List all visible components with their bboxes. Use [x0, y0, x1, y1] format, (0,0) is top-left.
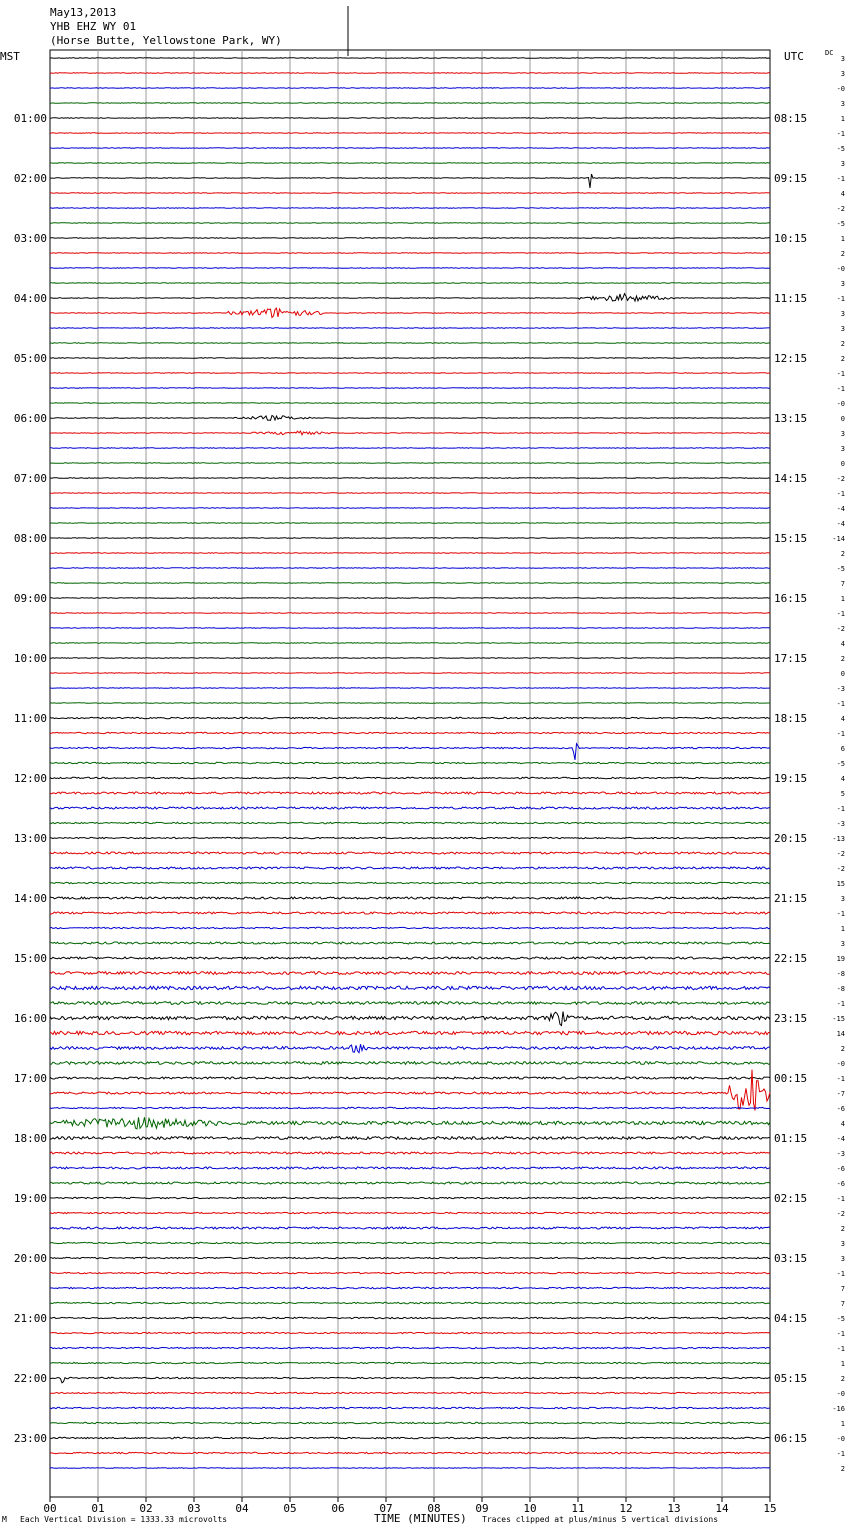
- trace-64: [50, 1012, 770, 1026]
- trace-65: [50, 1031, 770, 1034]
- trace-57: [50, 912, 770, 914]
- trace-38: [50, 628, 770, 629]
- utc-hour-label: 22:15: [774, 952, 808, 965]
- utc-hour-label: 02:15: [774, 1192, 808, 1205]
- trace-44: [50, 717, 770, 718]
- trace-41: [50, 673, 770, 674]
- dc-offset-label: -4: [836, 505, 845, 513]
- trace-46: [50, 744, 770, 760]
- dc-offset-label: 2: [840, 340, 845, 348]
- trace-8: [50, 174, 770, 188]
- x-tick-label: 15: [763, 1502, 777, 1515]
- dc-offset-label: 3: [840, 100, 845, 108]
- trace-54: [50, 867, 770, 869]
- trace-21: [50, 373, 770, 374]
- mst-hour-label: 10:00: [13, 652, 47, 665]
- trace-78: [50, 1227, 770, 1229]
- dc-offset-label: -0: [836, 400, 845, 408]
- dc-offset-label: 3: [840, 55, 845, 63]
- trace-22: [50, 388, 770, 389]
- trace-93: [50, 1452, 770, 1453]
- dc-offset-label: 3: [840, 325, 845, 333]
- dc-offset-label: -1: [836, 490, 845, 498]
- trace-48: [50, 777, 770, 778]
- trace-69: [50, 1070, 770, 1111]
- utc-hour-label: 18:15: [774, 712, 808, 725]
- header-station: YHB EHZ WY 01: [50, 20, 137, 33]
- utc-hour-label: 21:15: [774, 892, 808, 905]
- footer-clip: Traces clipped at plus/minus 5 vertical divisions: [482, 1515, 719, 1524]
- dc-offset-label: -1: [836, 1195, 845, 1203]
- mst-hour-label: 12:00: [13, 772, 47, 785]
- trace-47: [50, 762, 770, 763]
- dc-offset-label: 3: [840, 70, 845, 78]
- trace-2: [50, 88, 770, 89]
- x-tick-label: 14: [715, 1502, 729, 1515]
- dc-offset-label: -5: [836, 565, 845, 573]
- dc-offset-label: -3: [836, 820, 845, 828]
- trace-75: [50, 1182, 770, 1184]
- x-tick-label: 12: [619, 1502, 633, 1515]
- dc-offset-label: -1: [836, 910, 845, 918]
- trace-7: [50, 163, 770, 164]
- dc-offset-label: -15: [832, 1015, 845, 1023]
- trace-0: [50, 58, 770, 59]
- trace-15: [50, 283, 770, 284]
- trace-87: [50, 1362, 770, 1363]
- dc-offset-label: 3: [840, 310, 845, 318]
- dc-offset-label: -2: [836, 865, 845, 873]
- mst-hour-label: 08:00: [13, 532, 47, 545]
- trace-67: [50, 1062, 770, 1065]
- trace-5: [50, 133, 770, 134]
- trace-33: [50, 553, 770, 554]
- trace-66: [50, 1044, 770, 1053]
- trace-76: [50, 1197, 770, 1198]
- utc-hour-label: 03:15: [774, 1252, 808, 1265]
- dc-offset-label: 3: [840, 940, 845, 948]
- trace-61: [50, 972, 770, 975]
- trace-55: [50, 882, 770, 883]
- dc-offset-label: -14: [832, 535, 845, 543]
- mst-label: MST: [0, 50, 20, 63]
- dc-offset-label: -1: [836, 1075, 845, 1083]
- dc-offset-label: 14: [836, 1030, 845, 1038]
- trace-43: [50, 703, 770, 704]
- dc-offset-label: 1: [840, 595, 845, 603]
- dc-offset-label: 4: [840, 715, 845, 723]
- mst-hour-label: 03:00: [13, 232, 47, 245]
- mst-hour-label: 15:00: [13, 952, 47, 965]
- utc-hour-label: 10:15: [774, 232, 808, 245]
- mst-hour-label: 09:00: [13, 592, 47, 605]
- dc-offset-label: -2: [836, 625, 845, 633]
- trace-6: [50, 148, 770, 149]
- dc-offset-label: 19: [836, 955, 845, 963]
- dc-offset-label: 2: [840, 655, 845, 663]
- dc-offset-label: -2: [836, 1210, 845, 1218]
- trace-28: [50, 478, 770, 479]
- trace-12: [50, 238, 770, 239]
- dc-offset-label: 3: [840, 1240, 845, 1248]
- utc-hour-label: 09:15: [774, 172, 808, 185]
- trace-10: [50, 208, 770, 209]
- trace-27: [50, 463, 770, 464]
- trace-94: [50, 1468, 770, 1469]
- mst-hour-label: 07:00: [13, 472, 47, 485]
- mst-hour-label: 17:00: [13, 1072, 47, 1085]
- trace-68: [50, 1077, 770, 1079]
- dc-offset-label: -2: [836, 205, 845, 213]
- dc-offset-label: -3: [836, 685, 845, 693]
- trace-14: [50, 268, 770, 269]
- trace-51: [50, 822, 770, 823]
- trace-32: [50, 538, 770, 539]
- dc-offset-label: 0: [840, 415, 845, 423]
- trace-49: [50, 792, 770, 794]
- trace-81: [50, 1272, 770, 1273]
- x-tick-label: 11: [571, 1502, 585, 1515]
- utc-hour-label: 20:15: [774, 832, 808, 845]
- dc-offset-label: -2: [836, 475, 845, 483]
- trace-82: [50, 1287, 770, 1288]
- trace-25: [50, 431, 770, 435]
- header-location: (Horse Butte, Yellowstone Park, WY): [50, 34, 282, 47]
- trace-89: [50, 1392, 770, 1393]
- mst-hour-label: 06:00: [13, 412, 47, 425]
- dc-offset-label: -0: [836, 85, 845, 93]
- plot-frame: [50, 50, 770, 1497]
- dc-offset-label: -1: [836, 805, 845, 813]
- utc-hour-label: 08:15: [774, 112, 808, 125]
- utc-hour-label: 01:15: [774, 1132, 808, 1145]
- utc-hour-label: 14:15: [774, 472, 808, 485]
- trace-91: [50, 1422, 770, 1423]
- dc-offset-label: -4: [836, 1135, 845, 1143]
- trace-9: [50, 193, 770, 194]
- dc-offset-label: -1: [836, 1000, 845, 1008]
- trace-50: [50, 807, 770, 809]
- trace-23: [50, 403, 770, 404]
- trace-53: [50, 852, 770, 854]
- utc-hour-label: 13:15: [774, 412, 808, 425]
- utc-hour-label: 19:15: [774, 772, 808, 785]
- x-tick-label: 09: [475, 1502, 489, 1515]
- trace-40: [50, 658, 770, 659]
- mst-hour-label: 01:00: [13, 112, 47, 125]
- dc-offset-label: 1: [840, 235, 845, 243]
- dc-offset-label: -1: [836, 700, 845, 708]
- dc-offset-label: -5: [836, 220, 845, 228]
- trace-36: [50, 598, 770, 599]
- dc-offset-label: 2: [840, 1465, 845, 1473]
- dc-offset-label: -0: [836, 1435, 845, 1443]
- trace-62: [50, 986, 770, 989]
- dc-offset-label: -8: [836, 985, 845, 993]
- trace-59: [50, 942, 770, 944]
- mst-hour-label: 20:00: [13, 1252, 47, 1265]
- header-date: May13,2013: [50, 6, 117, 19]
- trace-60: [50, 957, 770, 959]
- trace-30: [50, 508, 770, 509]
- mst-hour-label: 16:00: [13, 1012, 47, 1025]
- dc-offset-label: 3: [840, 1255, 845, 1263]
- dc-offset-label: 2: [840, 250, 845, 258]
- dc-offset-label: 3: [840, 430, 845, 438]
- dc-offset-label: 3: [840, 280, 845, 288]
- trace-72: [50, 1137, 770, 1140]
- mst-hour-label: 19:00: [13, 1192, 47, 1205]
- x-tick-label: 02: [139, 1502, 153, 1515]
- trace-24: [50, 416, 770, 421]
- trace-31: [50, 523, 770, 524]
- dc-offset-label: 7: [840, 1285, 845, 1293]
- dc-offset-label: -6: [836, 1105, 845, 1113]
- dc-offset-label: 2: [840, 1225, 845, 1233]
- trace-34: [50, 568, 770, 569]
- dc-offset-label: -5: [836, 1315, 845, 1323]
- trace-73: [50, 1152, 770, 1154]
- dc-offset-label: -5: [836, 145, 845, 153]
- utc-hour-label: 11:15: [774, 292, 808, 305]
- trace-85: [50, 1332, 770, 1333]
- dc-offset-label: -1: [836, 1450, 845, 1458]
- dc-offset-label: -7: [836, 1090, 845, 1098]
- dc-offset-label: 4: [840, 775, 845, 783]
- trace-77: [50, 1212, 770, 1213]
- trace-3: [50, 103, 770, 104]
- dc-offset-label: 2: [840, 550, 845, 558]
- dc-offset-label: 7: [840, 1300, 845, 1308]
- dc-offset-label: 6: [840, 745, 845, 753]
- dc-offset-label: 2: [840, 355, 845, 363]
- x-tick-label: 06: [331, 1502, 345, 1515]
- utc-hour-label: 23:15: [774, 1012, 808, 1025]
- trace-35: [50, 583, 770, 584]
- x-axis-title: TIME (MINUTES): [374, 1512, 467, 1525]
- dc-label: DC: [825, 49, 834, 57]
- dc-offset-label: -1: [836, 385, 845, 393]
- trace-11: [50, 223, 770, 224]
- dc-offset-label: 5: [840, 790, 845, 798]
- x-tick-label: 13: [667, 1502, 681, 1515]
- utc-hour-label: 17:15: [774, 652, 808, 665]
- trace-37: [50, 613, 770, 614]
- dc-offset-label: -1: [836, 130, 845, 138]
- trace-88: [50, 1377, 770, 1383]
- dc-offset-label: 1: [840, 925, 845, 933]
- dc-offset-label: -0: [836, 265, 845, 273]
- x-tick-label: 07: [379, 1502, 393, 1515]
- utc-label: UTC: [784, 50, 804, 63]
- dc-offset-label: -5: [836, 760, 845, 768]
- dc-offset-label: -8: [836, 970, 845, 978]
- dc-offset-label: 3: [840, 895, 845, 903]
- trace-16: [50, 294, 770, 301]
- mst-hour-label: 21:00: [13, 1312, 47, 1325]
- trace-56: [50, 897, 770, 899]
- footer-scale: Each Vertical Division = 1333.33 microvolts: [20, 1515, 228, 1524]
- dc-offset-label: 3: [840, 445, 845, 453]
- mst-hour-label: 22:00: [13, 1372, 47, 1385]
- dc-offset-label: -1: [836, 1270, 845, 1278]
- dc-offset-label: -1: [836, 1345, 845, 1353]
- mst-hour-label: 05:00: [13, 352, 47, 365]
- trace-42: [50, 688, 770, 689]
- dc-offset-label: 2: [840, 1375, 845, 1383]
- utc-hour-label: 16:15: [774, 592, 808, 605]
- dc-offset-label: -6: [836, 1180, 845, 1188]
- dc-offset-label: 3: [840, 160, 845, 168]
- dc-offset-label: 1: [840, 1420, 845, 1428]
- utc-hour-label: 04:15: [774, 1312, 808, 1325]
- dc-offset-label: 1: [840, 115, 845, 123]
- x-tick-label: 00: [43, 1502, 57, 1515]
- utc-hour-label: 12:15: [774, 352, 808, 365]
- dc-offset-label: -2: [836, 850, 845, 858]
- dc-offset-label: 2: [840, 1045, 845, 1053]
- trace-71: [50, 1117, 770, 1129]
- x-tick-label: 08: [427, 1502, 441, 1515]
- dc-offset-label: -13: [832, 835, 845, 843]
- mst-hour-label: 18:00: [13, 1132, 47, 1145]
- trace-90: [50, 1407, 770, 1408]
- dc-offset-label: -16: [832, 1405, 845, 1413]
- footer-mark: M: [2, 1515, 7, 1524]
- x-tick-label: 03: [187, 1502, 201, 1515]
- trace-29: [50, 493, 770, 494]
- utc-hour-label: 00:15: [774, 1072, 808, 1085]
- trace-52: [50, 837, 770, 838]
- dc-offset-label: -1: [836, 1330, 845, 1338]
- trace-18: [50, 328, 770, 329]
- dc-offset-label: 4: [840, 190, 845, 198]
- dc-offset-label: -0: [836, 1060, 845, 1068]
- mst-hour-label: 02:00: [13, 172, 47, 185]
- dc-offset-label: -1: [836, 730, 845, 738]
- trace-39: [50, 643, 770, 644]
- dc-offset-label: 7: [840, 580, 845, 588]
- dc-offset-label: -1: [836, 295, 845, 303]
- trace-92: [50, 1437, 770, 1438]
- trace-80: [50, 1257, 770, 1258]
- x-tick-label: 10: [523, 1502, 537, 1515]
- trace-79: [50, 1242, 770, 1243]
- x-tick-label: 01: [91, 1502, 105, 1515]
- dc-offset-label: -1: [836, 370, 845, 378]
- trace-1: [50, 73, 770, 74]
- dc-offset-label: 4: [840, 640, 845, 648]
- dc-offset-label: -6: [836, 1165, 845, 1173]
- trace-4: [50, 118, 770, 119]
- mst-hour-label: 11:00: [13, 712, 47, 725]
- mst-hour-label: 14:00: [13, 892, 47, 905]
- mst-hour-label: 23:00: [13, 1432, 47, 1445]
- dc-offset-label: 4: [840, 1120, 845, 1128]
- utc-hour-label: 15:15: [774, 532, 808, 545]
- trace-20: [50, 358, 770, 359]
- mst-hour-label: 13:00: [13, 832, 47, 845]
- trace-13: [50, 253, 770, 254]
- utc-hour-label: 06:15: [774, 1432, 808, 1445]
- trace-45: [50, 732, 770, 733]
- dc-offset-label: 0: [840, 670, 845, 678]
- trace-84: [50, 1317, 770, 1318]
- mst-hour-label: 04:00: [13, 292, 47, 305]
- trace-86: [50, 1347, 770, 1348]
- dc-offset-label: -0: [836, 1390, 845, 1398]
- trace-63: [50, 1002, 770, 1005]
- dc-offset-label: 1: [840, 1360, 845, 1368]
- x-tick-label: 04: [235, 1502, 249, 1515]
- dc-offset-label: 15: [836, 880, 845, 888]
- trace-58: [50, 927, 770, 928]
- trace-83: [50, 1302, 770, 1303]
- trace-70: [50, 1107, 770, 1108]
- dc-offset-label: 0: [840, 460, 845, 468]
- utc-hour-label: 05:15: [774, 1372, 808, 1385]
- trace-74: [50, 1167, 770, 1169]
- trace-17: [50, 308, 770, 317]
- x-tick-label: 05: [283, 1502, 297, 1515]
- dc-offset-label: -3: [836, 1150, 845, 1158]
- trace-19: [50, 343, 770, 344]
- dc-offset-label: -1: [836, 175, 845, 183]
- trace-26: [50, 448, 770, 449]
- dc-offset-label: -1: [836, 610, 845, 618]
- dc-offset-label: -4: [836, 520, 845, 528]
